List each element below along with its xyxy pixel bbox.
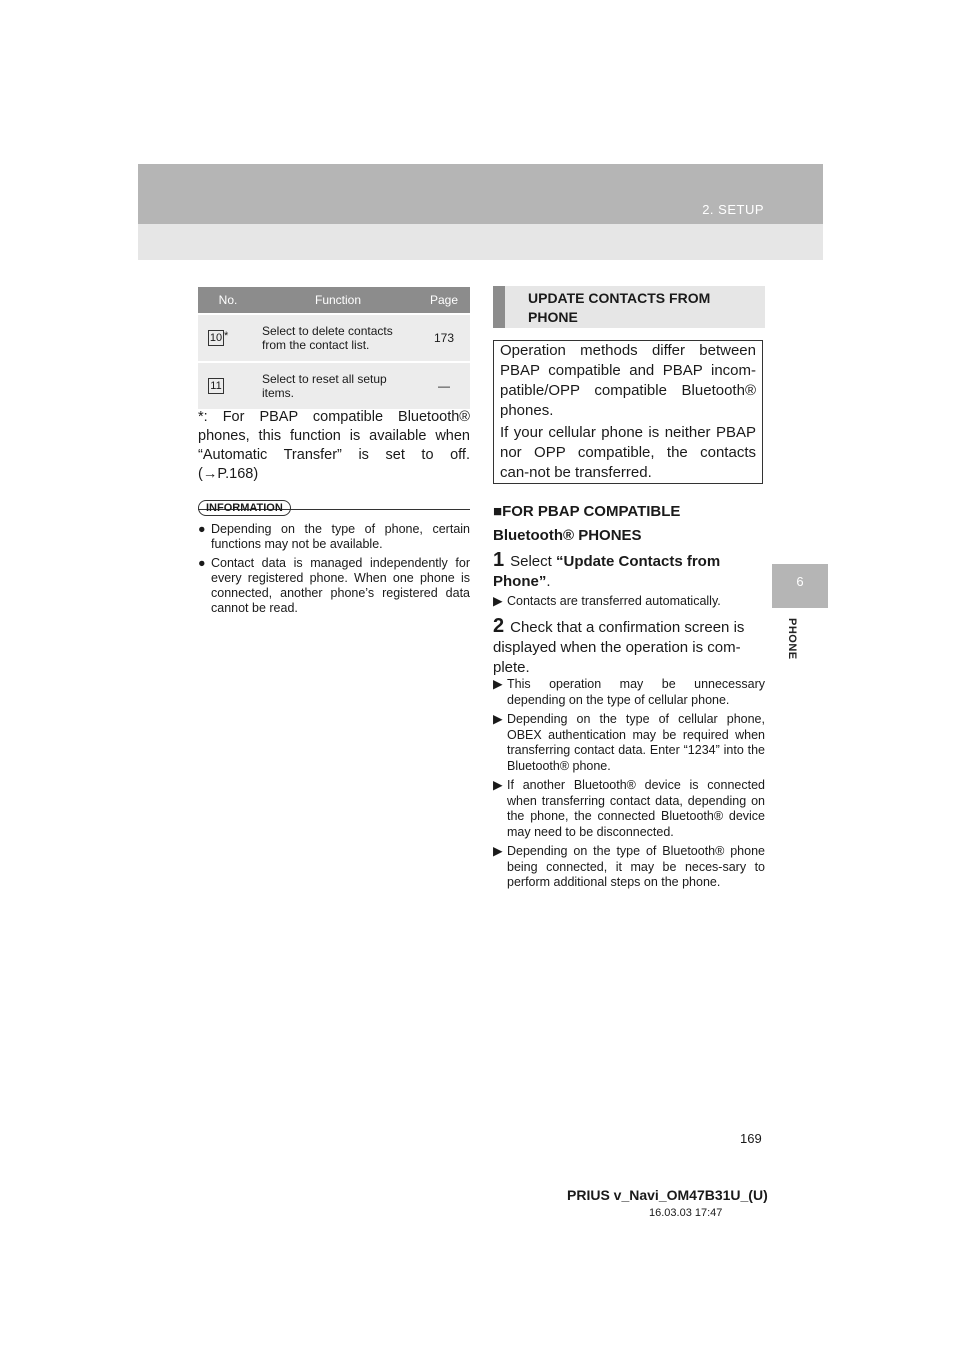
pbap-heading: ■FOR PBAP COMPATIBLE Bluetooth® PHONES — [493, 503, 681, 544]
step-2-notes — [493, 677, 765, 895]
update-title: UPDATE CONTACTS FROM PHONE — [528, 290, 711, 325]
side-tab-label: PHONE — [786, 618, 798, 660]
asterisk: * — [224, 330, 229, 342]
footnote: *: For PBAP compatible Bluetooth® phones, this function is available when “Automatic Transfer” is set to off. (→P.168) — [198, 409, 470, 482]
page-number: 169 — [740, 1131, 762, 1146]
function-cell: Select to delete contacts from the contact list. — [258, 314, 418, 362]
header-subband — [138, 224, 823, 260]
table-header-row — [198, 287, 470, 314]
function-table — [198, 287, 470, 409]
timestamp: 16.03.03 17:47 — [649, 1207, 723, 1219]
arrow-bullet-icon: ▶ — [493, 677, 503, 691]
arrow-bullet-icon: ▶ — [493, 712, 503, 726]
col-no: No. — [198, 287, 258, 314]
bullet-icon: ● — [198, 556, 206, 570]
list-item: ▶ If another Bluetooth® device is connected when transferring contact data, depending on the phone, the connected Bluetooth® device may need to be disconnected. — [493, 778, 765, 839]
bullet-icon: ● — [198, 522, 206, 536]
function-cell: Select to reset all setup items. — [258, 362, 418, 409]
update-frame — [493, 340, 763, 484]
side-tab-number: 6 — [796, 574, 804, 589]
arrow-bullet-icon: ▶ — [493, 844, 503, 858]
update-para-1: Operation methods differ between PBAP compatible and PBAP incom-patible/OPP compatible Bluetooth® phones. — [500, 342, 756, 419]
table-row — [198, 362, 470, 409]
page-cell: — — [418, 362, 470, 409]
item-number-icon: 10 — [209, 332, 223, 344]
col-page: Page — [418, 287, 470, 314]
information-tag: INFORMATION — [198, 500, 291, 516]
step-number: 1 — [493, 549, 505, 571]
list-item: ● Depending on the type of phone, certain functions may not be available. — [198, 522, 470, 551]
col-function: Function — [258, 287, 418, 314]
list-item: ▶ This operation may be unnecessary depending on the type of cellular phone. — [493, 677, 765, 707]
update-contacts-label: “Update Contacts from Phone” — [493, 553, 721, 590]
step-number: 2 — [493, 615, 505, 637]
update-para-2: If your cellular phone is neither PBAP nor OPP compatible, the contacts can-not be transferred. — [500, 424, 756, 481]
page-cell: 173 — [418, 314, 470, 362]
table-row — [198, 314, 470, 362]
step-2: 2 Check that a confirmation screen is displayed when the operation is com-plete. — [493, 615, 745, 676]
item-number-icon: 11 — [208, 378, 224, 394]
list-item: ▶ Depending on the type of Bluetooth® phone being connected, it may be neces-sary to perform additional steps on the phone. — [493, 844, 765, 889]
arrow-bullet-icon: ▶ — [493, 594, 503, 608]
arrow-bullet-icon: ▶ — [493, 778, 503, 792]
information-box — [198, 498, 470, 620]
list-item: ▶ Depending on the type of cellular phone, OBEX authentication may be required when transferring contact data. Enter “1234” into the Bluetooth® phone. — [493, 712, 765, 773]
list-item: ● Contact data is managed independently for every registered phone. When one phone is connected, another phone’s registered data cannot be read. — [198, 556, 470, 615]
section-title: 2. SETUP — [702, 202, 764, 217]
step-1: 1 Select “Update Contacts from Phone”. — [493, 549, 721, 590]
document-id: PRIUS v_Navi_OM47B31U_(U) — [567, 1187, 768, 1203]
square-icon: ■ — [493, 503, 503, 520]
step-1-note: ▶ Contacts are transferred automatically. — [493, 594, 721, 608]
